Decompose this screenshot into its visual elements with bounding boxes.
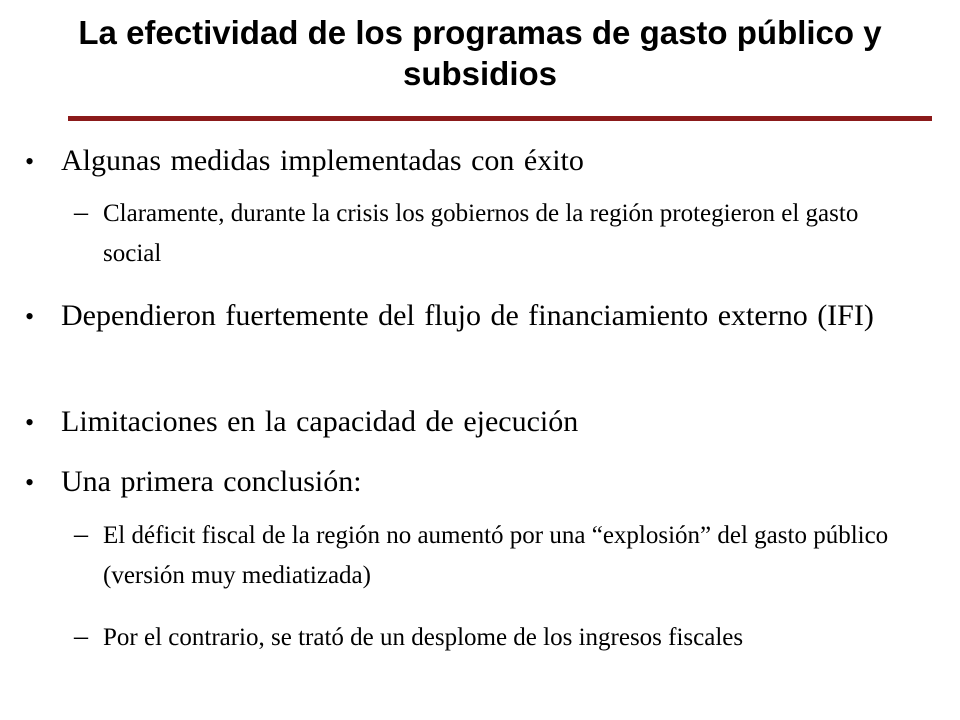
sub-bullet-text: Por el contrario, se trató de un desplome de los ingresos fiscales [103,624,744,651]
bullet-marker: • [25,408,35,437]
bullet-marker: • [25,302,35,331]
title-divider [68,116,932,121]
sub-bullet-text: El déficit fiscal de la región no aumentó por una “explosión” del gasto público (versión muy mediatizada) [103,522,889,589]
dash-marker: – [74,197,88,228]
bullet-text: Una primera conclusión: [61,465,362,498]
slide-title: La efectividad de los programas de gasto público y subsidios [78,14,882,92]
bullet-text: Algunas medidas implementadas con éxito [61,144,584,177]
bullet-marker: • [25,147,35,176]
sub-bullet-text: Claramente, durante la crisis los gobiernos de la región protegieron el gasto social [103,200,859,267]
bullet-text: Limitaciones en la capacidad de ejecución [61,405,579,438]
bullet-text: Dependieron fuertemente del flujo de financiamiento externo (IFI) [61,299,874,332]
dash-marker: – [74,519,88,550]
bullet-marker: • [25,468,35,497]
dash-marker: – [74,621,88,652]
